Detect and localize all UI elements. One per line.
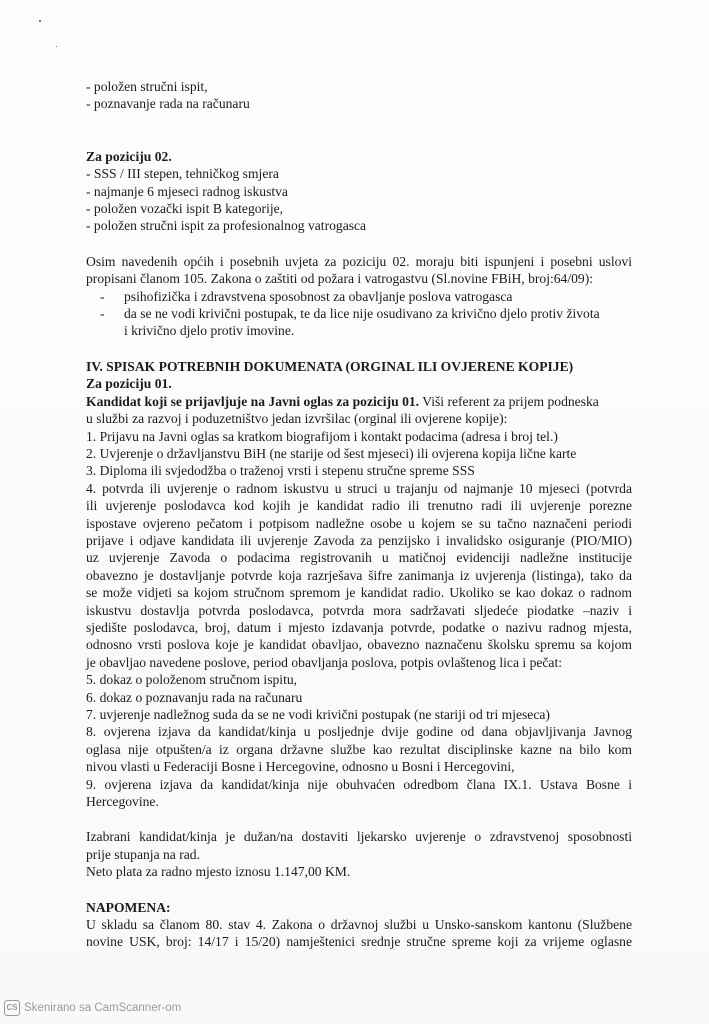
paragraph-line: novine USK, broj: 14/17 i 15/20) namještenici srednje stručne spreme koji za vrijeme oglasne — [86, 934, 632, 950]
paragraph-line: Hercegovine. — [86, 794, 159, 810]
list-item: - psihofizička i zdravstvena sposobnost za obavljanje poslova vatrogasca — [86, 288, 632, 305]
scanner-watermark — [4, 1000, 181, 1016]
paragraph-line: se može vidjeti sa kojom stručnom spremom je kandidat radio. Ukoliko se kao dokaz o radnom — [86, 585, 632, 601]
list-item: - da se ne vodi krivični postupak, te da lice nije osudivano za krivično djelo protiv života — [86, 305, 632, 322]
paragraph-line: obavezno je dostavljanje potvrde koja razrješava šifre zanimanja iz uvjerenja (listinga), tako da — [86, 567, 632, 583]
bullet-dash: - — [100, 306, 105, 322]
requirements-position-02 — [86, 148, 632, 235]
paragraph-line: ispostave ovjereno pečatom i potpisom nadležne osobe u kojem se su tačno naznačeni periodi — [86, 515, 632, 531]
paragraph-line: u službi za razvoj i poduzetništvo jedan izvršilac (orginal ili ovjerene kopije): — [86, 411, 508, 427]
list-item: - položen vozački ispit B kategorije, — [86, 201, 284, 217]
list-item: 7. uvjerenje nadležnog suda da se ne vodi krivični postupak (ne stariji od tri mjeseca) — [86, 707, 550, 722]
list-item: 1. Prijavu na Javni oglas sa kratkom biografijom i kontakt podacima (adresa i broj tel.) — [86, 428, 558, 444]
section-heading: Za poziciju 02. — [86, 148, 172, 164]
list-item: - položen stručni ispit, — [86, 79, 208, 94]
paragraph-line: U skladu sa članom 80. stav 4. Zakona o državnoj službi u Unsko-sanskom kantonu (Službene — [86, 917, 632, 933]
paragraph-line: propisani članom 105. Zakona o zaštiti od požara i vatrogastvu (Sl.novine FBiH, broj:64/09): — [86, 271, 594, 287]
paragraph-line: Osim navedenih općih i posebnih uvjeta za poziciju 02. moraju biti ispunjeni i posebni uslovi — [86, 253, 632, 269]
note-section — [86, 899, 632, 951]
list-item-continuation: i krivično djelo protiv imovine. — [124, 323, 295, 339]
paragraph-line: odnosno vrsti poslova koje je kandidat obavljao, obavezno naznačenu školsku spremu sa kojom — [86, 637, 632, 653]
list-item: 8. ovjerena izjava da kandidat/kinja u posljednje dvije godine od dana objavljivanja Javnog — [86, 724, 632, 740]
special-conditions — [86, 253, 632, 340]
list-item: 4. potvrda ili uvjerenje o radnom iskustvu u struci u trajanju od najmanje 10 mjeseci (potvrda — [86, 480, 632, 496]
net-salary: Neto plata za radno mjesto iznosu 1.147,00 KM. — [86, 864, 351, 880]
list-item: 6. dokaz o poznavanju rada na računaru — [86, 689, 303, 705]
paragraph-line: prije stupanja na rad. — [86, 846, 200, 862]
camscanner-icon: CS — [4, 1000, 20, 1016]
paragraph-line: iskustvu dostavlja potvrda poslodavca, potvrda mora sadržavati sljedeće piodatke –naziv i — [86, 602, 632, 618]
list-item: - položen stručni ispit za profesionalnog vatrogasca — [86, 218, 367, 234]
paragraph-line: prijave i odjave kandidata ili uvjerenje Zavoda za penzijsko i invalidsko osiguranje (PIO/MIO) — [86, 532, 632, 548]
intro-rest: Viši referent za prijem podneska — [419, 393, 599, 409]
scan-speck — [39, 20, 41, 22]
paragraph-line: oglasa nije otpušten/a iz organa državne službe kao rezultat disciplinske kazne na bilo kom — [86, 741, 632, 757]
documents-section — [86, 358, 632, 811]
paragraph-line: sjedište poslodavca, broj, datum i mjesto izdavanja potvrde, podatke o nazivu radnog mjesta, — [86, 619, 632, 635]
paragraph-line — [86, 393, 632, 410]
intro-bold: Kandidat koji se prijavljuje na Javni oglas za poziciju 01. — [86, 393, 420, 409]
paragraph-line: je obavljao navedene poslove, period obavljanja poslova, potpis ovlaštenog lica i pečat: — [86, 654, 563, 670]
subsection-heading: Za poziciju 01. — [86, 376, 172, 392]
paragraph-line: nivou vlasti u Federaciji Bosne i Hercegovine, odnosno u Bosni i Hercegovini, — [86, 759, 515, 775]
list-item: 3. Diploma ili svjedodžba o traženoj vrsti i stepenu stručne spreme SSS — [86, 463, 475, 479]
requirements-list-01 — [86, 78, 632, 113]
selected-candidate-note — [86, 828, 632, 880]
list-item: 2. Uvjerenje o državljanstvu BiH (ne starije od šest mjeseci) ili ovjerena kopija lične karte — [86, 445, 577, 461]
bullet-dash: - — [100, 288, 105, 304]
list-item: - SSS / III stepen, tehničkog smjera — [86, 166, 279, 182]
section-heading: IV. SPISAK POTREBNIH DOKUMENATA (ORGINAL ILI OVJERENE KOPIJE) — [86, 358, 574, 374]
scan-speck — [56, 46, 57, 47]
list-item: - poznavanje rada na računaru — [86, 96, 250, 112]
paragraph-line: uz uvjerenje Zavoda o podacima registrovanih u matičnoj evidenciji nadležne institucije — [86, 550, 632, 566]
list-item: - najmanje 6 mjeseci radnog iskustva — [86, 183, 288, 199]
watermark-text: Skenirano sa CamScanner-om — [24, 1002, 182, 1014]
list-item: 9. ovjerena izjava da kandidat/kinja nije obuhvaćen odredbom člana IX.1. Ustava Bosne i — [86, 776, 632, 792]
paragraph-line: ili uvjerenje poslodavca kod kojih je kandidat radio ili trenutno radi ili uvjerenje porezne — [86, 498, 632, 514]
document-body — [86, 78, 632, 951]
section-heading: NAPOMENA: — [86, 899, 171, 915]
paragraph-line: Izabrani kandidat/kinja je dužan/na dostaviti ljekarsko uvjerenje o zdravstvenoj sposobnosti — [86, 829, 632, 845]
list-item: 5. dokaz o položenom stručnom ispitu, — [86, 672, 298, 688]
